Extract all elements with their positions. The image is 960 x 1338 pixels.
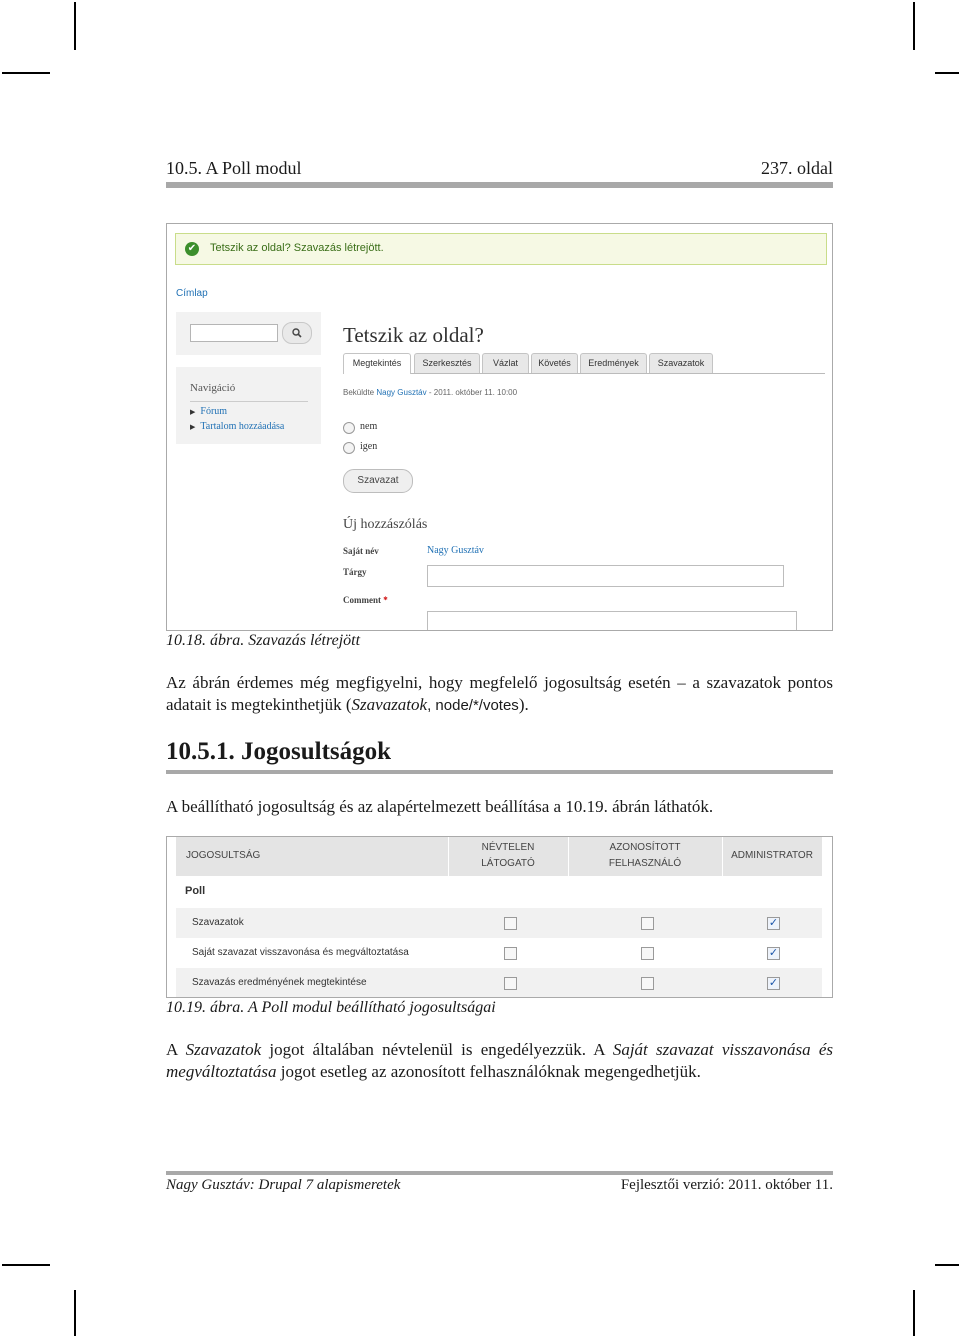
footer-right: Fejlesztői verzió: 2011. október 11.	[620, 1177, 833, 1193]
tab-view[interactable]: Megtekintés	[343, 353, 411, 374]
navigation-block	[176, 367, 321, 444]
section-rule	[166, 770, 833, 774]
section-heading: 10.5.1. Jogosultságok	[166, 738, 392, 765]
crop-mark	[935, 72, 959, 74]
subject-input[interactable]	[427, 565, 784, 587]
checkmark-icon: ✓	[768, 947, 779, 959]
tab-follow[interactable]: Követés	[531, 353, 578, 373]
tab-edit[interactable]: Szerkesztés	[414, 353, 480, 373]
search-button[interactable]	[282, 322, 312, 344]
vote-button[interactable]: Szavazat	[343, 469, 413, 493]
crop-mark	[74, 2, 76, 50]
name-value[interactable]: Nagy Gusztáv	[427, 545, 484, 556]
poll-screenshot	[166, 223, 833, 631]
checkbox-administrator[interactable]	[767, 917, 780, 930]
search-block	[176, 312, 321, 355]
figure-caption: 10.18. ábra. Szavazás létrejött	[166, 632, 361, 649]
checkbox-anonymous[interactable]	[504, 947, 517, 960]
author-link[interactable]: Nagy Gusztáv	[376, 388, 427, 397]
submitted-by: Beküldte Nagy Gusztáv - 2011. október 11. 10:00	[343, 388, 518, 397]
choice-label: nem	[360, 421, 378, 432]
triangle-right-icon: ▶	[190, 408, 196, 416]
crop-mark	[74, 1290, 76, 1336]
nav-item-forum[interactable]: ▶ Fórum	[190, 406, 228, 417]
header-page-number: 237. oldal	[761, 158, 833, 178]
column-header-administrator: ADMINISTRATOR	[731, 850, 813, 861]
search-icon	[292, 328, 302, 338]
checkmark-icon: ✓	[768, 917, 779, 929]
nav-item-add-content[interactable]: ▶ Tartalom hozzáadása	[190, 421, 285, 432]
paragraph: A beállítható jogosultság és az alapértelmezett beállítása a 10.19. ábrán láthatók.	[166, 797, 714, 816]
table-row	[176, 938, 822, 968]
required-mark: *	[383, 595, 388, 605]
column-header-authenticated: AZONOSÍTOTT FELHASZNÁLÓ	[608, 842, 682, 869]
success-check-icon: ✔	[185, 242, 199, 256]
table-row	[176, 968, 822, 998]
choice-radio-igen[interactable]	[343, 442, 355, 454]
table-header	[176, 837, 822, 876]
footer-rule	[166, 1171, 833, 1175]
crop-mark	[935, 1264, 959, 1266]
checkbox-authenticated[interactable]	[641, 977, 654, 990]
checkbox-anonymous[interactable]	[504, 917, 517, 930]
comment-textarea[interactable]	[427, 611, 797, 631]
comment-form-title: Új hozzászólás	[343, 517, 428, 532]
paragraph: Az ábrán érdemes még megfigyelni, hogy megfelelő jogosultság esetén – a szavazatok pontos adatait is megtekinthetjük (Szavazatok, node/*/votes).	[166, 673, 833, 714]
status-text: Tetszik az oldal? Szavazás létrejött.	[210, 242, 384, 254]
checkbox-authenticated[interactable]	[641, 917, 654, 930]
header-section: 10.5. A Poll modul	[166, 158, 302, 178]
breadcrumb[interactable]: Címlap	[176, 288, 208, 299]
divider	[190, 401, 308, 402]
column-header-anonymous: NÉVTELEN LÁTOGATÓ	[481, 842, 535, 869]
choice-radio-nem[interactable]	[343, 422, 355, 434]
paragraph: A Szavazatok jogot általában névtelenül is engedélyezzük. A Saját szavazat visszavonása és megváltoztatása jogot esetleg az azonosított felhasználóknak megengedhetjük.	[166, 1040, 834, 1081]
name-label: Saját név	[343, 546, 379, 556]
permission-label: Szavazás eredményének megtekintése	[192, 977, 367, 988]
permissions-table	[166, 836, 833, 998]
permission-label: Saját szavazat visszavonása és megváltoztatása	[192, 947, 409, 958]
header-rule	[166, 182, 833, 188]
tab-bar	[343, 353, 825, 374]
module-label: Poll	[185, 885, 206, 897]
checkbox-administrator[interactable]	[767, 947, 780, 960]
crop-mark	[2, 1264, 50, 1266]
permission-label: Szavazatok	[192, 917, 244, 928]
crop-mark	[913, 1290, 915, 1336]
tab-draft[interactable]: Vázlat	[482, 353, 529, 373]
column-header-permission: JOGOSULTSÁG	[186, 850, 261, 861]
status-message	[175, 233, 827, 265]
search-input[interactable]	[190, 324, 278, 342]
footer-left: Nagy Gusztáv: Drupal 7 alapismeretek	[166, 1177, 401, 1193]
figure-caption: 10.19. ábra. A Poll modul beállítható jogosultságai	[166, 999, 496, 1016]
checkbox-anonymous[interactable]	[504, 977, 517, 990]
navigation-title: Navigáció	[190, 382, 236, 394]
crop-mark	[2, 72, 50, 74]
page-title: Tetszik az oldal?	[343, 323, 484, 347]
checkbox-authenticated[interactable]	[641, 947, 654, 960]
checkbox-administrator[interactable]	[767, 977, 780, 990]
comment-label: Comment *	[343, 595, 388, 605]
tab-results[interactable]: Eredmények	[580, 353, 647, 373]
choice-label: igen	[360, 441, 378, 452]
triangle-right-icon: ▶	[190, 423, 196, 431]
checkmark-icon: ✓	[768, 977, 779, 989]
table-row	[176, 908, 822, 938]
tab-votes[interactable]: Szavazatok	[649, 353, 713, 373]
crop-mark	[913, 2, 915, 50]
subject-label: Tárgy	[343, 567, 367, 577]
